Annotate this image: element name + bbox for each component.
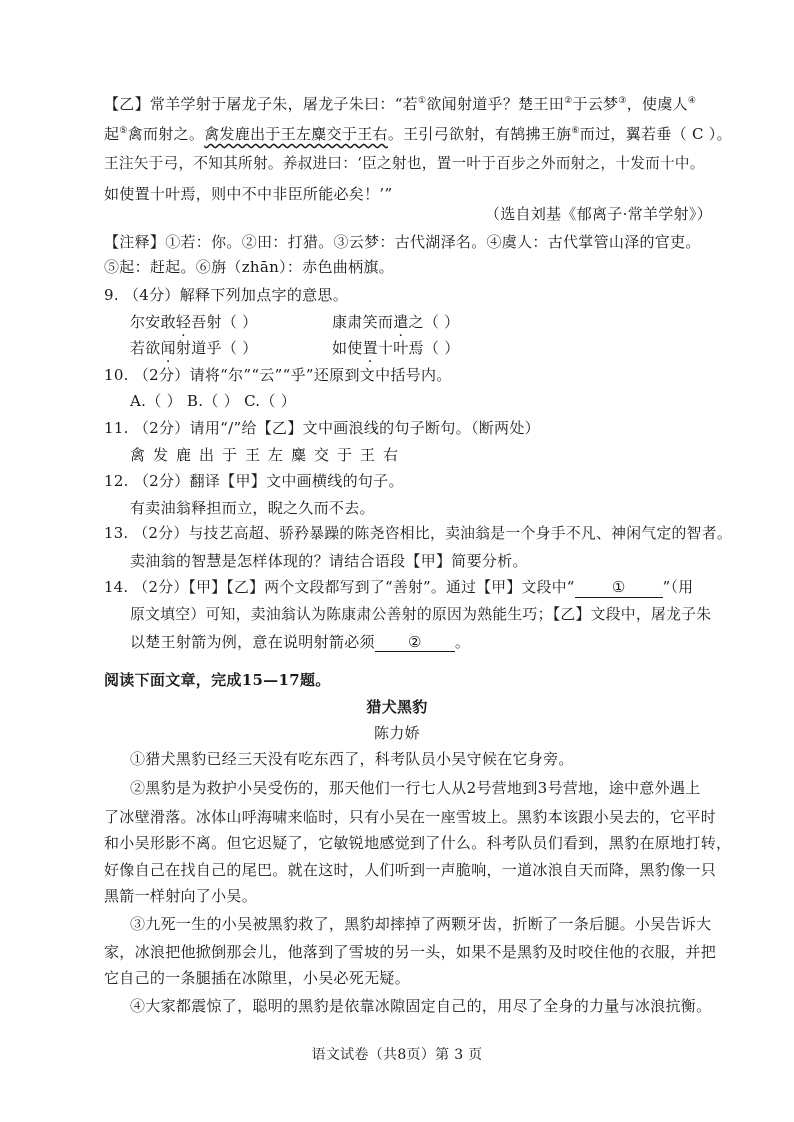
text: 尔安敢 bbox=[130, 313, 176, 331]
text: 如使 bbox=[332, 339, 363, 357]
notes-line-1: 【注释】①若：你。②田：打猎。③云梦：古代湖泽名。④虞人：古代掌管山泽的官吏。 bbox=[104, 233, 701, 251]
text: 【乙】常羊学射于屠龙子朱，屠龙子朱曰：“若 bbox=[104, 95, 418, 113]
footnote-mark: ② bbox=[564, 96, 573, 106]
question-14-line-1 bbox=[104, 577, 724, 599]
question-13-stem: 13. （2分）与技艺高超、骄矜暴躁的陈尧咨相比，卖油翁是一个身手不凡、神闲气定的智者。 bbox=[104, 525, 732, 542]
paragraph-3-line-1: ③九死一生的小吴被黑豹救了，黑豹却摔掉了两颗牙齿，折断了一条后腿。小吴告诉大 bbox=[130, 915, 712, 933]
text: ，使虞人 bbox=[626, 95, 688, 113]
paragraph-2-line-5: 黑箭一样射向了小吴。 bbox=[104, 887, 258, 905]
question-14-line-3 bbox=[130, 631, 750, 653]
page-footer: 语文试卷（共8页）第 3 页 bbox=[311, 1047, 483, 1063]
answer-blank-1[interactable]: ① bbox=[575, 579, 663, 598]
text: 康肃笑而 bbox=[332, 313, 394, 331]
text: 起 bbox=[104, 125, 120, 143]
answer-blank[interactable]: 射道乎（ ） bbox=[175, 339, 258, 357]
dotted-character: 置 bbox=[362, 339, 378, 357]
answer-blank[interactable]: 之（ ） bbox=[408, 313, 460, 331]
answer-blank[interactable]: 吾射（ ） bbox=[191, 313, 258, 331]
paragraph-2-line-4: 好像自己在找自己的尾巴。就在这时，人们听到一声脆响，一道冰浪自天而降，黑豹像一只 bbox=[104, 861, 717, 879]
article-author: 陈力娇 bbox=[374, 724, 420, 742]
dotted-character: 闻 bbox=[160, 339, 176, 357]
article-title: 猎犬黑豹 bbox=[366, 698, 428, 716]
paragraph-1: ①猎犬黑豹已经三天没有吃东西了，科考队员小吴守候在它身旁。 bbox=[130, 750, 574, 768]
paragraph-4: ④大家都震惊了，聪明的黑豹是依靠冰隙固定自己的，用尽了全身的力量与冰浪抗衡。 bbox=[130, 997, 712, 1015]
notes-line-2: ⑤起：赶起。⑥旃（zhān）：赤色曲柄旗。 bbox=[104, 258, 394, 276]
text: ”（用 bbox=[662, 579, 694, 596]
dotted-character: 轻 bbox=[175, 313, 192, 331]
footnote-mark: ④ bbox=[687, 96, 697, 106]
footnote-mark: ⑥ bbox=[571, 126, 580, 136]
question-12-stem: 12. （2分）翻译【甲】文中画横线的句子。 bbox=[104, 472, 404, 490]
passage-source: （选自刘基《郁离子·常羊学射》） bbox=[484, 205, 712, 223]
dotted-character: 遣 bbox=[393, 313, 409, 331]
passage-yi-line-4: 如使置十叶焉，则中不中非臣所能必矣！’” bbox=[104, 185, 393, 203]
question-9-stem: 9. （4分）解释下列加点字的意思。 bbox=[104, 286, 349, 304]
question-9-item-a2 bbox=[332, 311, 552, 333]
answer-blank-2[interactable]: ② bbox=[375, 633, 455, 652]
answer-blank[interactable]: 十叶焉（ ） bbox=[377, 339, 460, 357]
text: 若欲 bbox=[130, 339, 161, 357]
wavy-underlined-sentence: 禽发鹿出于王左麋交于王右 bbox=[204, 125, 388, 143]
question-9-item-b1 bbox=[130, 337, 330, 359]
paragraph-3-line-3: 它自己的一条腿插在冰隙里，小吴必死无疑。 bbox=[104, 969, 411, 987]
passage-yi-line-1 bbox=[104, 93, 724, 115]
question-12-sentence: 有卖油翁释担而立，睨之久而不去。 bbox=[130, 499, 375, 517]
footnote-mark: ⑤ bbox=[119, 126, 128, 136]
text: 。 bbox=[454, 633, 471, 651]
paragraph-2-line-1: ②黑豹是为救护小吴受伤的，那天他们一行七人从2号营地到3号营地，途中意外遇上 bbox=[130, 779, 701, 797]
question-10-options[interactable]: A.（ ） B.（ ） C.（ ） bbox=[130, 392, 297, 410]
text: 禽而射之。 bbox=[127, 125, 205, 143]
footnote-mark: ① bbox=[417, 96, 427, 106]
paragraph-2-line-3: 和小吴形影不离。但它迟疑了，它敏锐地感觉到了什么。科考队员们看到，黑豹在原地打转， bbox=[104, 834, 732, 852]
passage-yi-line-2 bbox=[104, 123, 732, 145]
question-11-sentence: 禽发鹿出于王左麋交于王右 bbox=[130, 446, 407, 464]
question-13-line-2: 卖油翁的智慧是怎样体现的？请结合语段【甲】简要分析。 bbox=[130, 552, 528, 570]
text: 以楚王射箭为例，意在说明射箭必须 bbox=[130, 633, 375, 651]
question-11-stem: 11. （2分）请用“/”给【乙】文中画浪线的句子断句。（断两处） bbox=[104, 419, 540, 437]
reading-instruction: 阅读下面文章，完成15—17题。 bbox=[104, 671, 331, 689]
text: 。王引弓欲射，有鹄拂王旃 bbox=[387, 125, 572, 143]
text: 欲闻射道乎？楚王田 bbox=[426, 95, 565, 113]
question-9-item-b2 bbox=[332, 337, 552, 359]
question-10-stem: 10. （2分）请将“尔”“云”“乎”还原到文中括号内。 bbox=[104, 366, 452, 384]
text: 于云梦 bbox=[572, 95, 619, 113]
text: 而过，翼若垂（ C ）。 bbox=[579, 125, 732, 143]
footnote-mark: ③ bbox=[618, 96, 627, 106]
paragraph-2-line-2: 了冰壁滑落。冰体山呼海啸来临时，只有小吴在一座雪坡上。黑豹本该跟小吴去的，它平时 bbox=[104, 808, 717, 826]
text: 14. （2分）【甲】【乙】两个文段都写到了“善射”。通过【甲】文段中“ bbox=[104, 579, 575, 596]
paragraph-3-line-2: 家，冰浪把他掀倒那会儿，他落到了雪坡的另一头，如果不是黑豹及时咬住他的衣服，并把 bbox=[104, 943, 717, 961]
passage-yi-line-3: 王注矢于弓，不知其所射。养叔进曰：‘臣之射也，置一叶于百步之外而射之，十发而十中。 bbox=[104, 155, 705, 172]
question-14-line-2: 原文填空）可知，卖油翁认为陈康肃公善射的原因为熟能生巧；【乙】文段中，屠龙子朱 bbox=[130, 606, 712, 623]
question-9-item-a1 bbox=[130, 311, 330, 333]
